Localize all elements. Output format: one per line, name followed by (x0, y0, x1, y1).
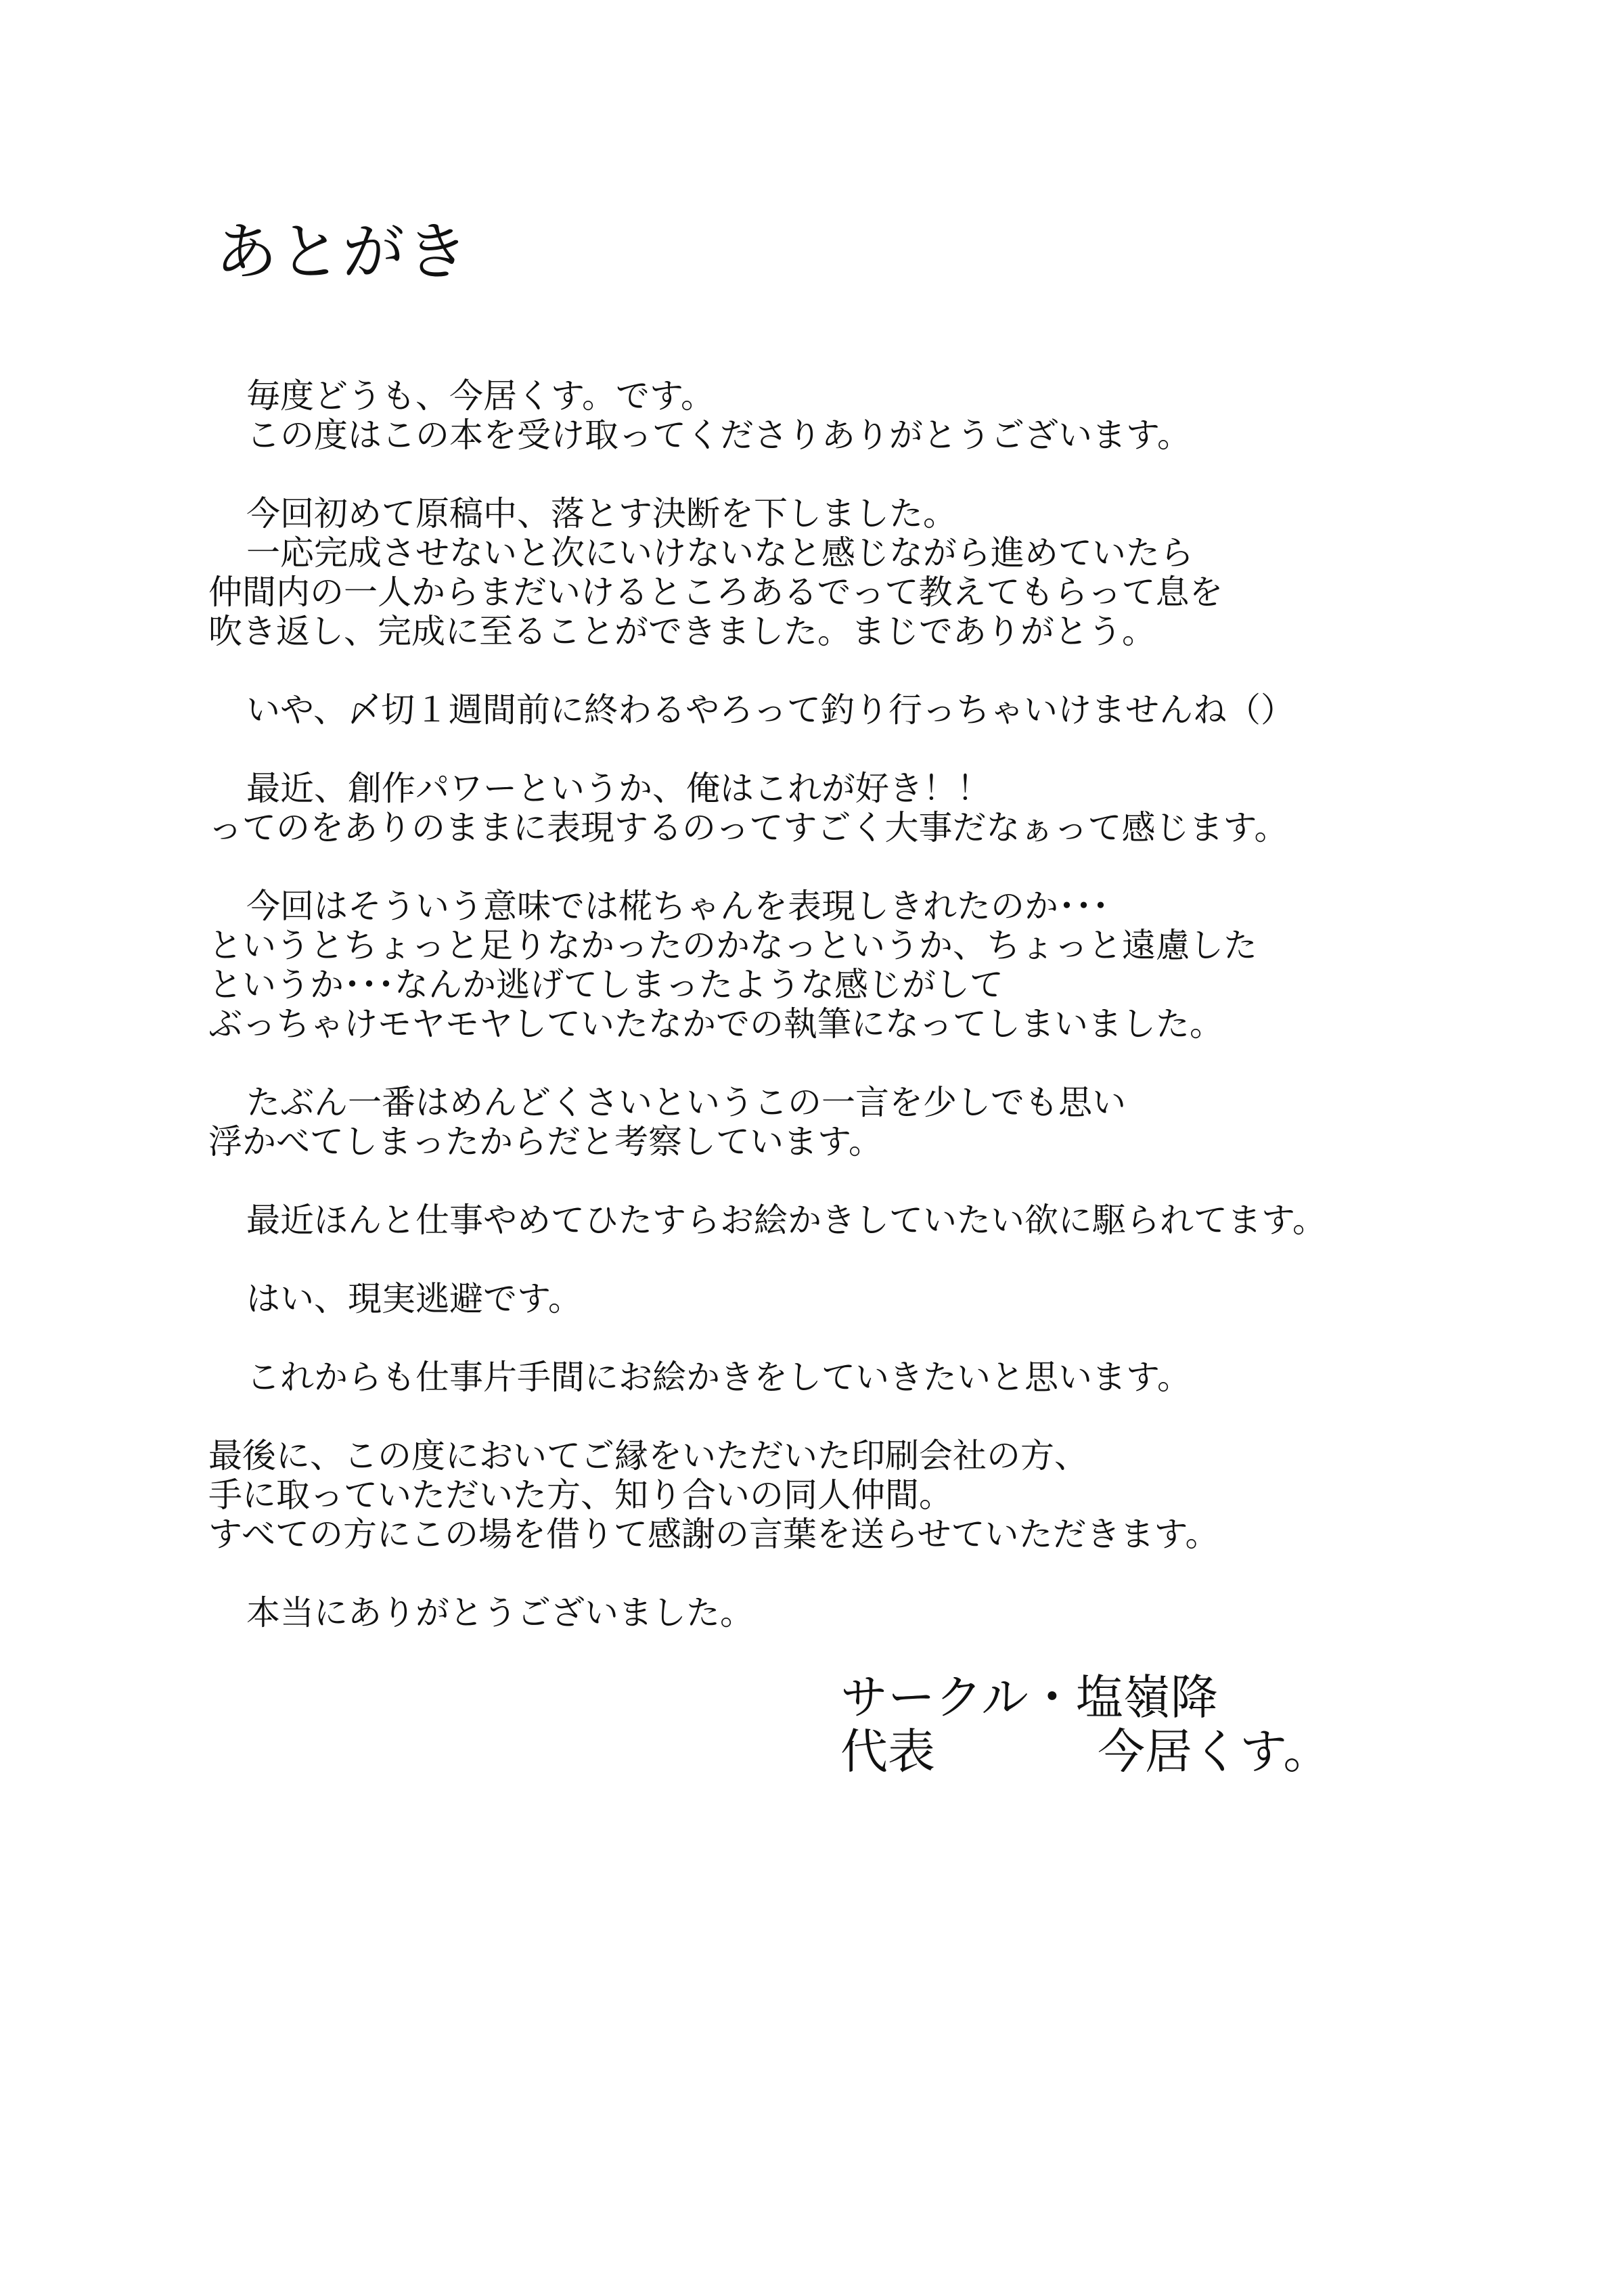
author-name: 今居くす。 (1098, 1724, 1331, 1779)
text-line: 一応完成させないと次にいけないなと感じながら進めていたら (246, 533, 1194, 573)
text-line: 今回初めて原稿中、落とす決断を下しました。 (246, 494, 957, 533)
paragraph (208, 1358, 1481, 1397)
text-line: 本当にありがとうございました。 (246, 1593, 754, 1632)
text-line: 毎度どうも、今居くす。です。 (246, 376, 715, 416)
author-role: 代表 (840, 1724, 935, 1779)
text-line: この度はこの本を受け取ってくださりありがとうございます。 (246, 416, 1191, 455)
paragraph (208, 1593, 1481, 1632)
text-line: 最近ほんと仕事やめてひたすらお絵かきしていたい欲に駆られてます。 (246, 1201, 1326, 1240)
paragraph (208, 1083, 1481, 1161)
text-line: はい、現実逃避です。 (246, 1279, 582, 1318)
text-line: すべての方にこの場を借りて感謝の言葉を送らせていただきます。 (208, 1515, 1219, 1554)
text-line: 手に取っていただいた方、知り合いの同人仲間。 (208, 1475, 953, 1515)
paragraph (208, 494, 1481, 651)
page-title: あとがき (215, 216, 470, 288)
paragraph (208, 690, 1481, 730)
text-line: 浮かべてしまったからだと考察しています。 (208, 1122, 882, 1161)
afterword-body (208, 376, 1481, 1672)
text-line: 今回はそういう意味では椛ちゃんを表現しきれたのか･･･ (246, 887, 1109, 926)
text-line: これからも仕事片手間にお絵かきをしていきたいと思います。 (246, 1358, 1191, 1397)
text-line: ってのをありのままに表現するのってすごく大事だなぁって感じます。 (208, 808, 1288, 847)
text-line: 吹き返し、完成に至ることができました。まじでありがとう。 (208, 612, 1156, 651)
text-line: というとちょっと足りなかったのかなっというか、ちょっと遠慮した (208, 926, 1257, 965)
text-line: 最近、創作パワーというか、俺はこれが好き！！ (246, 769, 991, 808)
paragraph (208, 376, 1481, 455)
text-line: というか･･･なんか逃げてしまったような感じがして (208, 965, 1003, 1004)
text-line: いや、〆切１週間前に終わるやろって釣り行っちゃいけませんね（） (246, 690, 1294, 730)
paragraph (208, 1436, 1481, 1554)
paragraph (208, 887, 1481, 1044)
signature-block (840, 1670, 1330, 1779)
paragraph (208, 769, 1481, 847)
paragraph (208, 1201, 1481, 1240)
text-line: 仲間内の一人からまだいけるところあるでって教えてもらって息を (208, 573, 1223, 612)
text-line: たぶん一番はめんどくさいというこの一言を少しでも思い (246, 1083, 1126, 1122)
circle-name: サークル・塩嶺降 (840, 1670, 1218, 1725)
text-line: 最後に、この度においてご縁をいただいた印刷会社の方、 (208, 1436, 1088, 1475)
author-line (840, 1724, 1330, 1779)
text-line: ぶっちゃけモヤモヤしていたなかでの執筆になってしまいました。 (208, 1004, 1223, 1044)
paragraph (208, 1279, 1481, 1318)
